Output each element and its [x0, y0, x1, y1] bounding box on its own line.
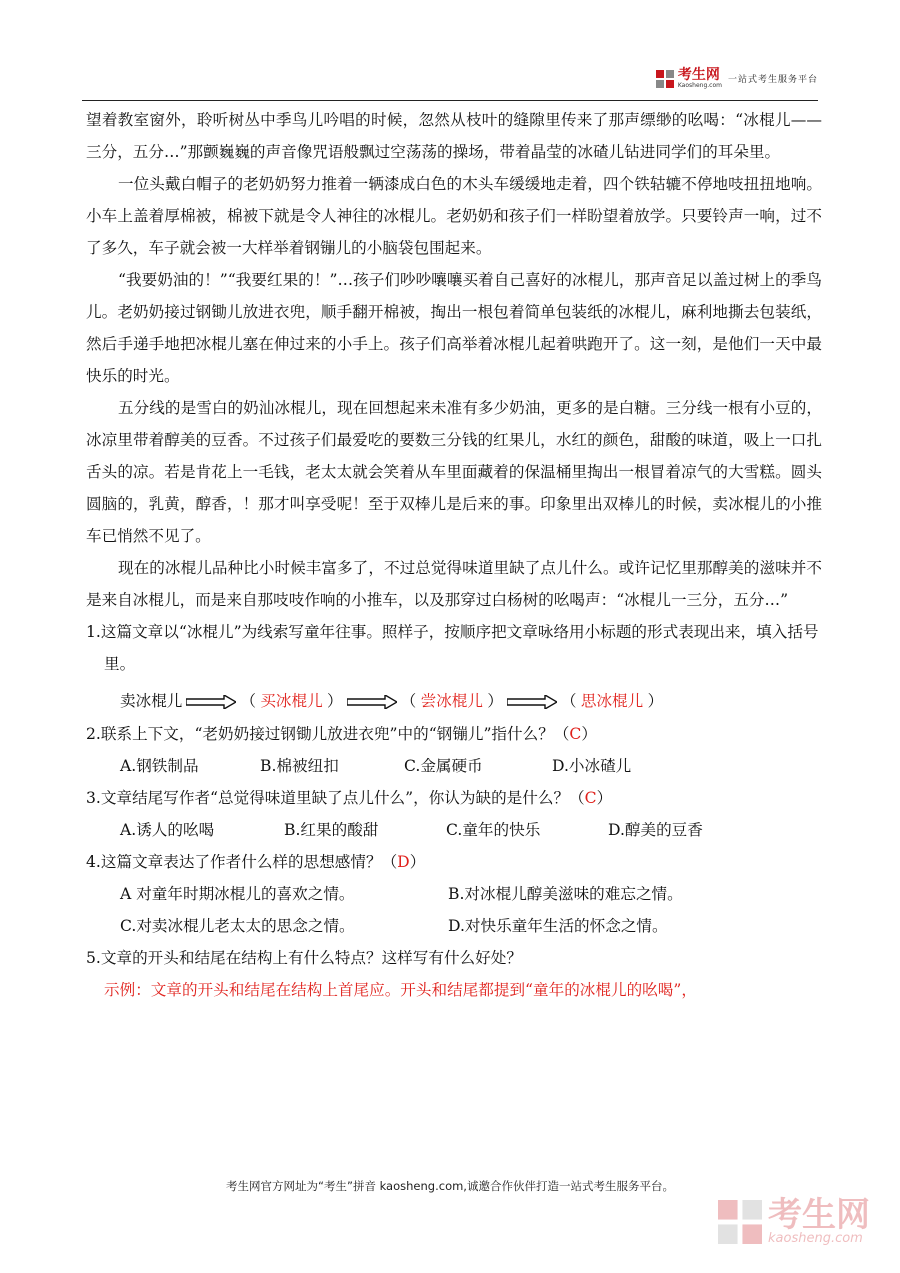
question-4: [86, 846, 822, 878]
answer-2: 尝冰棍儿: [420, 693, 483, 710]
watermark-title: 考生网: [768, 1195, 870, 1235]
page-footer: 考生网官方网址为“考生”拼音 kaosheng.com,诚邀合作伙伴打造一站式考生服务平台。: [226, 1179, 674, 1193]
question-5: 5.文章的开头和结尾在结构上有什么特点？这样写有什么好处？: [86, 949, 522, 967]
double-arrow-icon: [347, 695, 397, 709]
option: A.诱人的吆喝: [120, 821, 215, 839]
question-3-answer: C: [584, 789, 597, 807]
question-2-text: 2.联系上下文，“老奶奶接过钢锄儿放进衣兜”中的“钢镚儿”指什么？（: [86, 725, 570, 743]
question-4-answer: D: [397, 853, 410, 871]
option: D.小冰碴儿: [552, 757, 632, 775]
option: C.金属硬币: [404, 757, 483, 775]
question-2-close: ）: [581, 725, 597, 743]
passage-paragraph-5: 现在的冰棍儿品种比小时候丰富多了，不过总觉得味道里缺了点儿什么。或许记忆里那醇美的滋味并不是来自冰棍儿，而是来自那吱吱作响的小推车，以及那穿过白杨树的吆喝声：“冰棍儿一三分，五分…”: [86, 559, 822, 609]
option: B.对冰棍儿醇美滋味的难忘之情。: [448, 885, 683, 903]
passage-paragraph-2: 一位头戴白帽子的老奶奶努力推着一辆漆成白色的木头车缓缓地走着，四个铁轱辘不停地吱扭扭地响。小车上盖着厚棉被，棉被下就是令人神往的冰棍儿。老奶奶和孩子们一样盼望着放学。只要铃声一响，过不了多久，车子就会被一大样举着钢镚儿的小脑袋包围起来。: [86, 175, 822, 257]
question-5-answer: 示例：文章的开头和结尾在结构上首尾应。开头和结尾都提到“童年的冰棍儿的吆喝”，: [104, 981, 697, 999]
option: C.对卖冰棍儿老太太的思念之情。: [120, 917, 355, 935]
answer-3: 思冰棍儿: [580, 693, 644, 710]
double-arrow-icon: [186, 695, 236, 709]
watermark-text: [768, 1195, 870, 1246]
question-2-answer: C: [569, 725, 582, 743]
answer-bracket-3: （ 思冰棍儿 ）: [560, 693, 664, 710]
logo-title: 考生网: [677, 67, 720, 83]
watermark-subtitle: kaosheng.com: [768, 1231, 863, 1246]
answer-1: 买冰棍儿: [260, 693, 323, 710]
option: D.对快乐童年生活的怀念之情。: [448, 917, 668, 935]
passage-paragraph-4: 五分线的是雪白的奶汕冰棍儿，现在回想起来未准有多少奶油，更多的是白糖。三分线一根有小豆的，冰凉里带着醇美的豆香。不过孩子们最爱吃的要数三分钱的红果儿，水红的颜色，甜酸的味道，吸上一口扎舌头的凉。若是肯花上一毛钱，老太太就会笑着从车里面藏着的保温桶里掏出一根冒着凉气的大雪糕。圆头圆脑的，乳黄，醇香，！那才叫享受呢！至于双棒儿是后来的事。印象里出双棒儿的时候，卖冰棍儿的小推车已悄然不见了。: [86, 399, 822, 545]
option: B.棉被纽扣: [260, 757, 339, 775]
question-4-close: ）: [409, 853, 426, 871]
answer-bracket-1: （ 买冰棍儿 ）: [240, 693, 343, 710]
question-1: 1.这篇文章以“冰棍儿”为线索写童年往事。照样子，按顺序把文章咏络用小标题的形式表现出来，填入括号里。: [86, 623, 819, 673]
logo-text: [678, 68, 722, 89]
watermark-logo-icon: [718, 1200, 762, 1244]
question-4-text: 4.这篇文章表达了作者什么样的思想感情？（: [86, 853, 398, 871]
logo-subtitle: Kaosheng.com: [677, 82, 722, 89]
question-3-text: 3.文章结尾写作者“总觉得味道里缺了点儿什么”，你认为缺的是什么？（: [86, 789, 585, 807]
question-4-options-row-1: [86, 878, 822, 910]
question-2-options: [86, 750, 822, 782]
document-body: [86, 104, 822, 1006]
question-1-sequence: [86, 686, 822, 718]
option: C.童年的快乐: [446, 821, 541, 839]
question-3-options: [86, 814, 822, 846]
logo-icon: [656, 70, 674, 88]
sequence-start: 卖冰棍儿: [120, 693, 183, 710]
option: B.红果的酸甜: [284, 821, 379, 839]
question-4-options-row-2: [86, 910, 822, 942]
question-3-close: ）: [596, 789, 613, 807]
passage-paragraph-3: “我要奶油的！”“我要红果的！”…孩子们吵吵嚷嚷买着自己喜好的冰棍儿，那声音足以盖过树上的季鸟儿。老奶奶接过钢锄儿放进衣兜，顺手翻开棉被，掏出一根包着简单包装纸的冰棍儿，麻利地撕去包装纸，然后手递手地把冰棍儿塞在伸过来的小手上。孩子们高举着冰棍儿起着哄跑开了。这一刻，是他们一天中最快乐的时光。: [86, 271, 822, 385]
watermark: [718, 1195, 870, 1246]
option: A 对童年时期冰棍儿的喜欢之情。: [120, 885, 355, 903]
question-2: [86, 718, 822, 750]
double-arrow-icon: [507, 695, 557, 709]
answer-bracket-2: （ 尝冰棍儿 ）: [400, 693, 503, 710]
page-header: [82, 66, 818, 101]
site-logo[interactable]: [656, 68, 818, 89]
option: D.醇美的豆香: [608, 821, 703, 839]
question-3: [86, 782, 822, 814]
header-slogan: 一站式考生服务平台: [727, 75, 818, 85]
passage-paragraph-1: 望着教室窗外，聆听树丛中季鸟儿吟唱的时候，忽然从枝叶的缝隙里传来了那声缥缈的吆喝：“冰棍儿——三分，五分…”那颤巍巍的声音像咒语般飘过空荡荡的操场，带着晶莹的冰碴儿钻进同学们的耳朵里。: [86, 111, 822, 161]
option: A.钢铁制品: [120, 757, 199, 775]
